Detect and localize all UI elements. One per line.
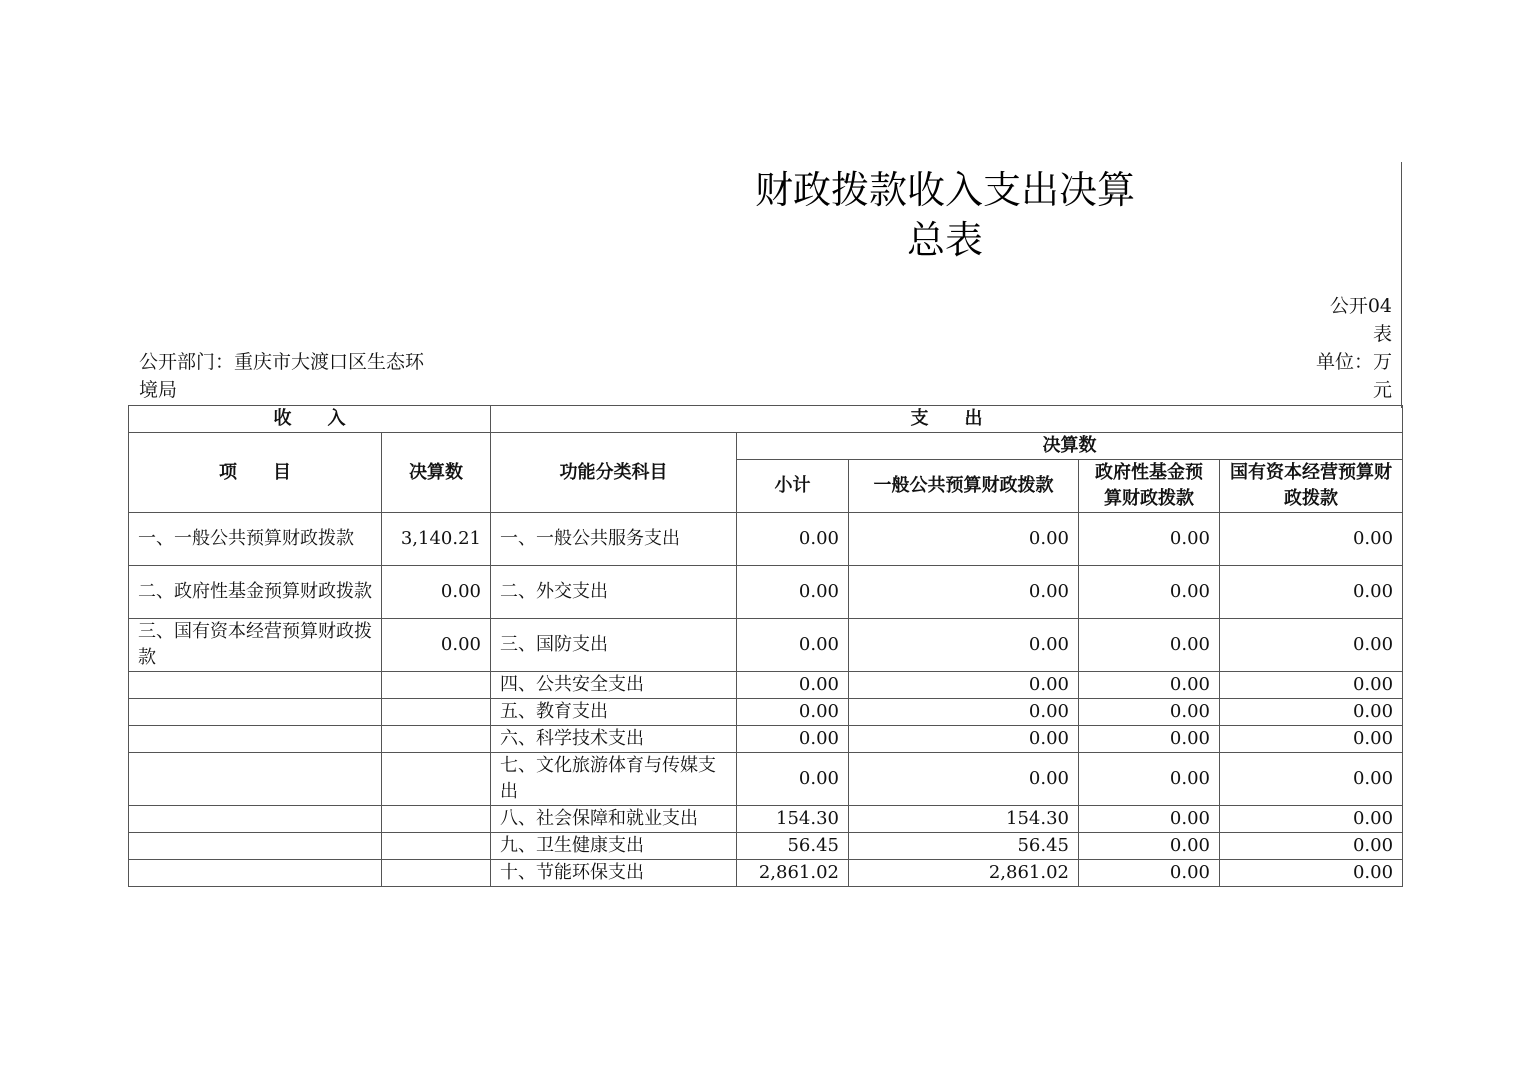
income-amount — [382, 806, 491, 833]
function-item: 一、一般公共服务支出 — [491, 513, 737, 566]
subtotal-value: 0.00 — [737, 753, 849, 806]
income-amount — [382, 726, 491, 753]
function-header: 功能分类科目 — [491, 433, 737, 513]
income-item — [129, 672, 382, 699]
subtotal-value: 0.00 — [737, 566, 849, 619]
form-number-line2: 表 — [1372, 323, 1392, 345]
department-line1: 公开部门：重庆市大渡口区生态环 — [139, 351, 425, 373]
general-value: 0.00 — [849, 619, 1079, 672]
general-value: 0.00 — [849, 513, 1079, 566]
department-label — [139, 348, 479, 404]
function-item: 四、公共安全支出 — [491, 672, 737, 699]
unit-line2: 元 — [1372, 379, 1392, 401]
soe-value: 0.00 — [1220, 513, 1403, 566]
general-value: 0.00 — [849, 699, 1079, 726]
function-item: 十、节能环保支出 — [491, 860, 737, 887]
fund-value: 0.00 — [1079, 860, 1220, 887]
income-item: 一、一般公共预算财政拨款 — [129, 513, 382, 566]
final-amount-header: 决算数 — [737, 433, 1403, 460]
fund-value: 0.00 — [1079, 513, 1220, 566]
form-number — [1282, 292, 1392, 348]
expense-header: 支 出 — [491, 406, 1403, 433]
income-item: 二、政府性基金预算财政拨款 — [129, 566, 382, 619]
table-row — [129, 726, 1403, 753]
fund-budget-header: 政府性基金预算财政拨款 — [1079, 460, 1220, 513]
soe-value: 0.00 — [1220, 726, 1403, 753]
function-item: 七、文化旅游体育与传媒支出 — [491, 753, 737, 806]
soe-value: 0.00 — [1220, 566, 1403, 619]
table-row — [129, 566, 1403, 619]
table-row — [129, 699, 1403, 726]
income-amount — [382, 860, 491, 887]
function-item: 五、教育支出 — [491, 699, 737, 726]
income-amount-header: 决算数 — [382, 433, 491, 513]
function-item: 六、科学技术支出 — [491, 726, 737, 753]
general-value: 56.45 — [849, 833, 1079, 860]
soe-value: 0.00 — [1220, 860, 1403, 887]
subtotal-value: 0.00 — [737, 619, 849, 672]
function-item: 九、卫生健康支出 — [491, 833, 737, 860]
fund-value: 0.00 — [1079, 753, 1220, 806]
subtotal-value: 154.30 — [737, 806, 849, 833]
income-item — [129, 753, 382, 806]
budget-table — [128, 405, 1403, 887]
general-value: 0.00 — [849, 726, 1079, 753]
soe-value: 0.00 — [1220, 672, 1403, 699]
unit-label — [1282, 348, 1392, 404]
income-item — [129, 699, 382, 726]
soe-budget-header: 国有资本经营预算财政拨款 — [1220, 460, 1403, 513]
right-margin-rule — [1401, 162, 1402, 408]
soe-value: 0.00 — [1220, 806, 1403, 833]
subtotal-value: 0.00 — [737, 672, 849, 699]
table-row — [129, 806, 1403, 833]
subtotal-value: 2,861.02 — [737, 860, 849, 887]
table-row — [129, 672, 1403, 699]
item-header: 项 目 — [129, 433, 382, 513]
income-item — [129, 833, 382, 860]
general-value: 0.00 — [849, 566, 1079, 619]
function-item: 三、国防支出 — [491, 619, 737, 672]
income-amount: 0.00 — [382, 566, 491, 619]
soe-value: 0.00 — [1220, 833, 1403, 860]
subtotal-value: 0.00 — [737, 513, 849, 566]
fund-value: 0.00 — [1079, 566, 1220, 619]
function-item: 二、外交支出 — [491, 566, 737, 619]
fund-value: 0.00 — [1079, 726, 1220, 753]
general-value: 154.30 — [849, 806, 1079, 833]
income-amount — [382, 699, 491, 726]
table-row — [129, 753, 1403, 806]
fund-value: 0.00 — [1079, 699, 1220, 726]
income-amount — [382, 753, 491, 806]
page-title-line2: 总表 — [906, 218, 983, 262]
income-amount — [382, 672, 491, 699]
fund-value: 0.00 — [1079, 672, 1220, 699]
income-item — [129, 726, 382, 753]
income-item: 三、国有资本经营预算财政拨款 — [129, 619, 382, 672]
function-item: 八、社会保障和就业支出 — [491, 806, 737, 833]
income-amount: 3,140.21 — [382, 513, 491, 566]
table-row — [129, 833, 1403, 860]
income-item — [129, 860, 382, 887]
subtotal-value: 56.45 — [737, 833, 849, 860]
page-title: 财政拨款收入支出决算 — [754, 168, 1135, 212]
income-item — [129, 806, 382, 833]
income-amount: 0.00 — [382, 619, 491, 672]
form-number-line1: 公开04 — [1329, 295, 1392, 317]
table-row — [129, 860, 1403, 887]
unit-line1: 单位：万 — [1315, 351, 1392, 373]
fund-value: 0.00 — [1079, 833, 1220, 860]
table-row — [129, 513, 1403, 566]
general-budget-header: 一般公共预算财政拨款 — [849, 460, 1079, 513]
subtotal-value: 0.00 — [737, 699, 849, 726]
general-value: 0.00 — [849, 672, 1079, 699]
fund-value: 0.00 — [1079, 806, 1220, 833]
income-amount — [382, 833, 491, 860]
fund-value: 0.00 — [1079, 619, 1220, 672]
table-row — [129, 619, 1403, 672]
general-value: 2,861.02 — [849, 860, 1079, 887]
soe-value: 0.00 — [1220, 619, 1403, 672]
soe-value: 0.00 — [1220, 699, 1403, 726]
general-value: 0.00 — [849, 753, 1079, 806]
subtotal-header: 小计 — [737, 460, 849, 513]
department-line2: 境局 — [139, 379, 178, 401]
income-header: 收 入 — [129, 406, 491, 433]
soe-value: 0.00 — [1220, 753, 1403, 806]
subtotal-value: 0.00 — [737, 726, 849, 753]
